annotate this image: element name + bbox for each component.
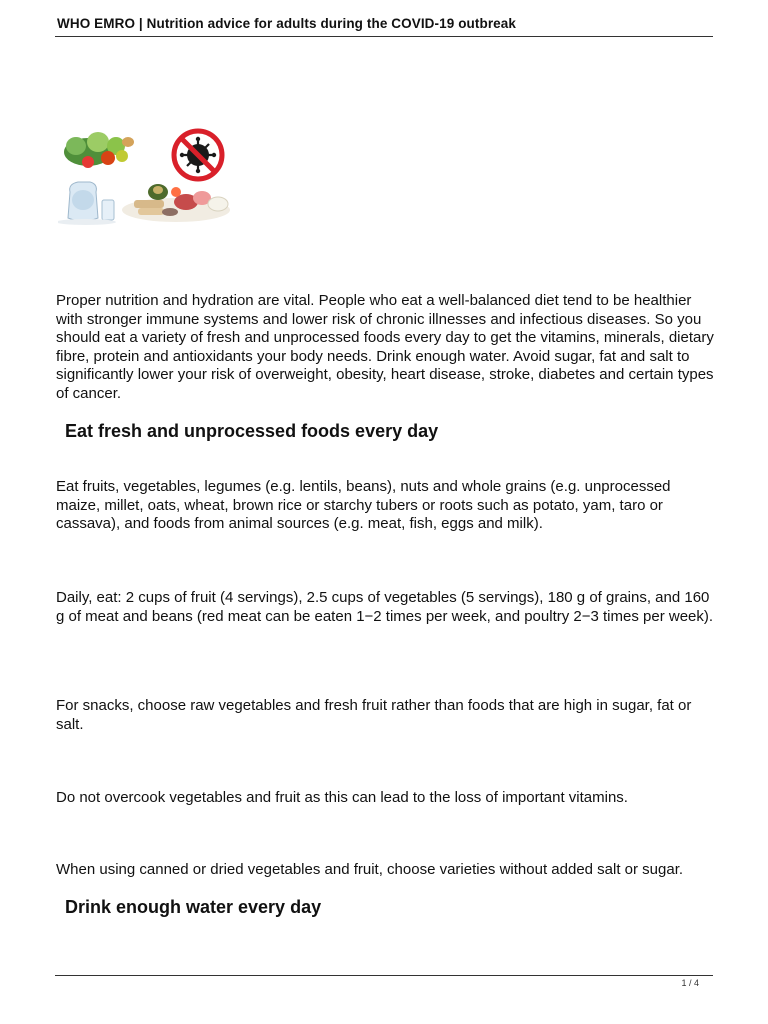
no-virus-icon [174,131,222,179]
page-number: 1 / 4 [681,978,699,988]
section-heading-fresh-foods: Eat fresh and unprocessed foods every day [65,421,439,441]
paragraph-snacks: For snacks, choose raw vegetables and fresh fruit rather than foods that are high in sugar, fat or salt. [56,697,692,733]
page-header-title: WHO EMRO | Nutrition advice for adults during the COVID-19 outbreak [57,16,517,31]
paragraph-daily-servings: Daily, eat: 2 cups of fruit (4 servings), 2.5 cups of vegetables (5 servings), 180 g of grains, and 160 g of meat and beans (red meat can be eaten 1−2 times per week, and poultry 2−3 times per week). [56,589,714,625]
section-heading-water: Drink enough water every day [65,897,322,917]
water-jug-icon [58,182,116,225]
paragraph-overcook: Do not overcook vegetables and fruit as this can lead to the loss of important vitamins. [56,789,628,806]
page-footer [55,975,713,988]
food-plate-icon [122,184,230,222]
hero-illustration [58,122,236,228]
hero-image [58,122,236,228]
page-header [55,14,713,37]
intro-paragraph: Proper nutrition and hydration are vital. People who eat a well-balanced diet tend to be healthier with stronger immune systems and lower risk of chronic illnesses and infectious diseases. So you should eat a variety of fresh and unprocessed foods every day to get the vitamins, minerals, dietary fibre, protein and antioxidants your body needs. Drink enough water. Avoid sugar, fat and salt to significantly lower your risk of overweight, obesity, heart disease, stroke, diabetes and certain types of cancer. [56,292,714,402]
paragraph-eat-fruits: Eat fruits, vegetables, legumes (e.g. lentils, beans), nuts and whole grains (e.g. unprocessed maize, millet, oats, wheat, brown rice or starchy tubers or roots such as potato, yam, taro or cassava), and foods from animal sources (e.g. meat, fish, eggs and milk). [56,478,671,532]
paragraph-canned-dried: When using canned or dried vegetables and fruit, choose varieties without added salt or sugar. [56,861,684,878]
vegetables-icon [64,132,134,168]
